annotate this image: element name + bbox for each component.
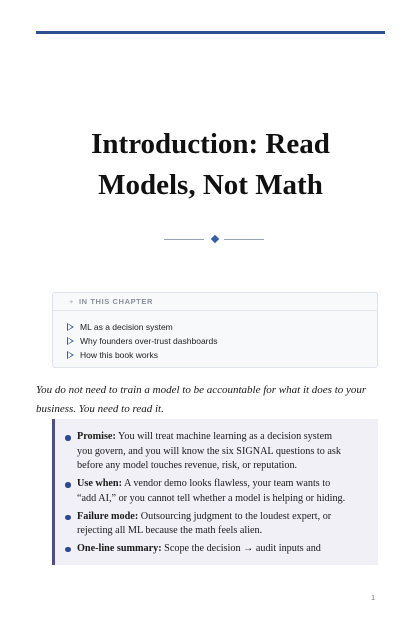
intro-line-1: You do not need to train a model to be accountable for what it does to your [36, 384, 367, 396]
list-item-label: ML as a decision system [80, 322, 173, 332]
title-ornament [150, 232, 270, 246]
bullet-dot-icon [65, 482, 71, 488]
title-line-1: Introduction: Read [91, 128, 330, 160]
summary-item-promise [77, 430, 368, 474]
list-item-label: Why founders over-trust dashboards [80, 336, 218, 346]
chapter-contents-list [67, 320, 217, 362]
list-item[interactable] [67, 334, 217, 348]
summary-item-text: A vendor demo looks flawless, your team wants to [123, 478, 331, 490]
summary-item-text: before any model touches revenue, risk, or reputation. [77, 460, 298, 472]
summary-item-one-line-summary [77, 542, 368, 557]
chapter-contents-header [53, 293, 377, 311]
page-number: 1 [371, 593, 376, 602]
chapter-contents-box [52, 292, 378, 368]
summary-item-use-when [77, 477, 368, 506]
diamond-icon [211, 235, 219, 243]
list-item[interactable] [67, 348, 217, 362]
summary-item-text: Outsourcing judgment to the loudest expert, or [140, 510, 332, 522]
plus-icon: + [69, 297, 74, 306]
summary-item-text: rejecting all ML because the math feels alien. [77, 525, 263, 537]
summary-item-failure-mode [77, 510, 368, 539]
summary-item-text: You will treat machine learning as a decision system [118, 431, 333, 442]
triangle-bullet-icon [67, 351, 74, 359]
summary-callout [52, 419, 378, 565]
list-item[interactable] [67, 320, 217, 334]
page-title [36, 124, 385, 206]
summary-item-text: you govern, and you will know the six SIGNAL questions to ask [77, 445, 341, 457]
list-item-label: How this book works [80, 350, 158, 360]
intro-paragraph [36, 381, 386, 419]
bullet-dot-icon [65, 547, 71, 553]
ornament-line-right [224, 239, 264, 240]
bullet-dot-icon [65, 515, 71, 521]
triangle-bullet-icon [67, 337, 74, 345]
summary-list [55, 419, 378, 557]
triangle-bullet-icon [67, 323, 74, 331]
summary-item-label: Promise: [77, 431, 116, 442]
summary-item-text: Scope the decision → audit inputs and [164, 542, 321, 554]
top-rule [36, 31, 385, 34]
ornament-line-left [164, 239, 204, 240]
summary-item-label: Use when: [77, 478, 122, 490]
summary-item-label: Failure mode: [77, 510, 139, 522]
bullet-dot-icon [65, 435, 71, 441]
intro-line-2: business. You need to read it. [36, 403, 164, 415]
title-line-2: Models, Not Math [98, 169, 323, 201]
chapter-contents-title: IN THIS CHAPTER [78, 297, 153, 306]
summary-item-text: “add AI,” or you cannot tell whether a model is helping or hiding. [77, 492, 346, 504]
summary-item-label: One-line summary: [77, 542, 162, 554]
